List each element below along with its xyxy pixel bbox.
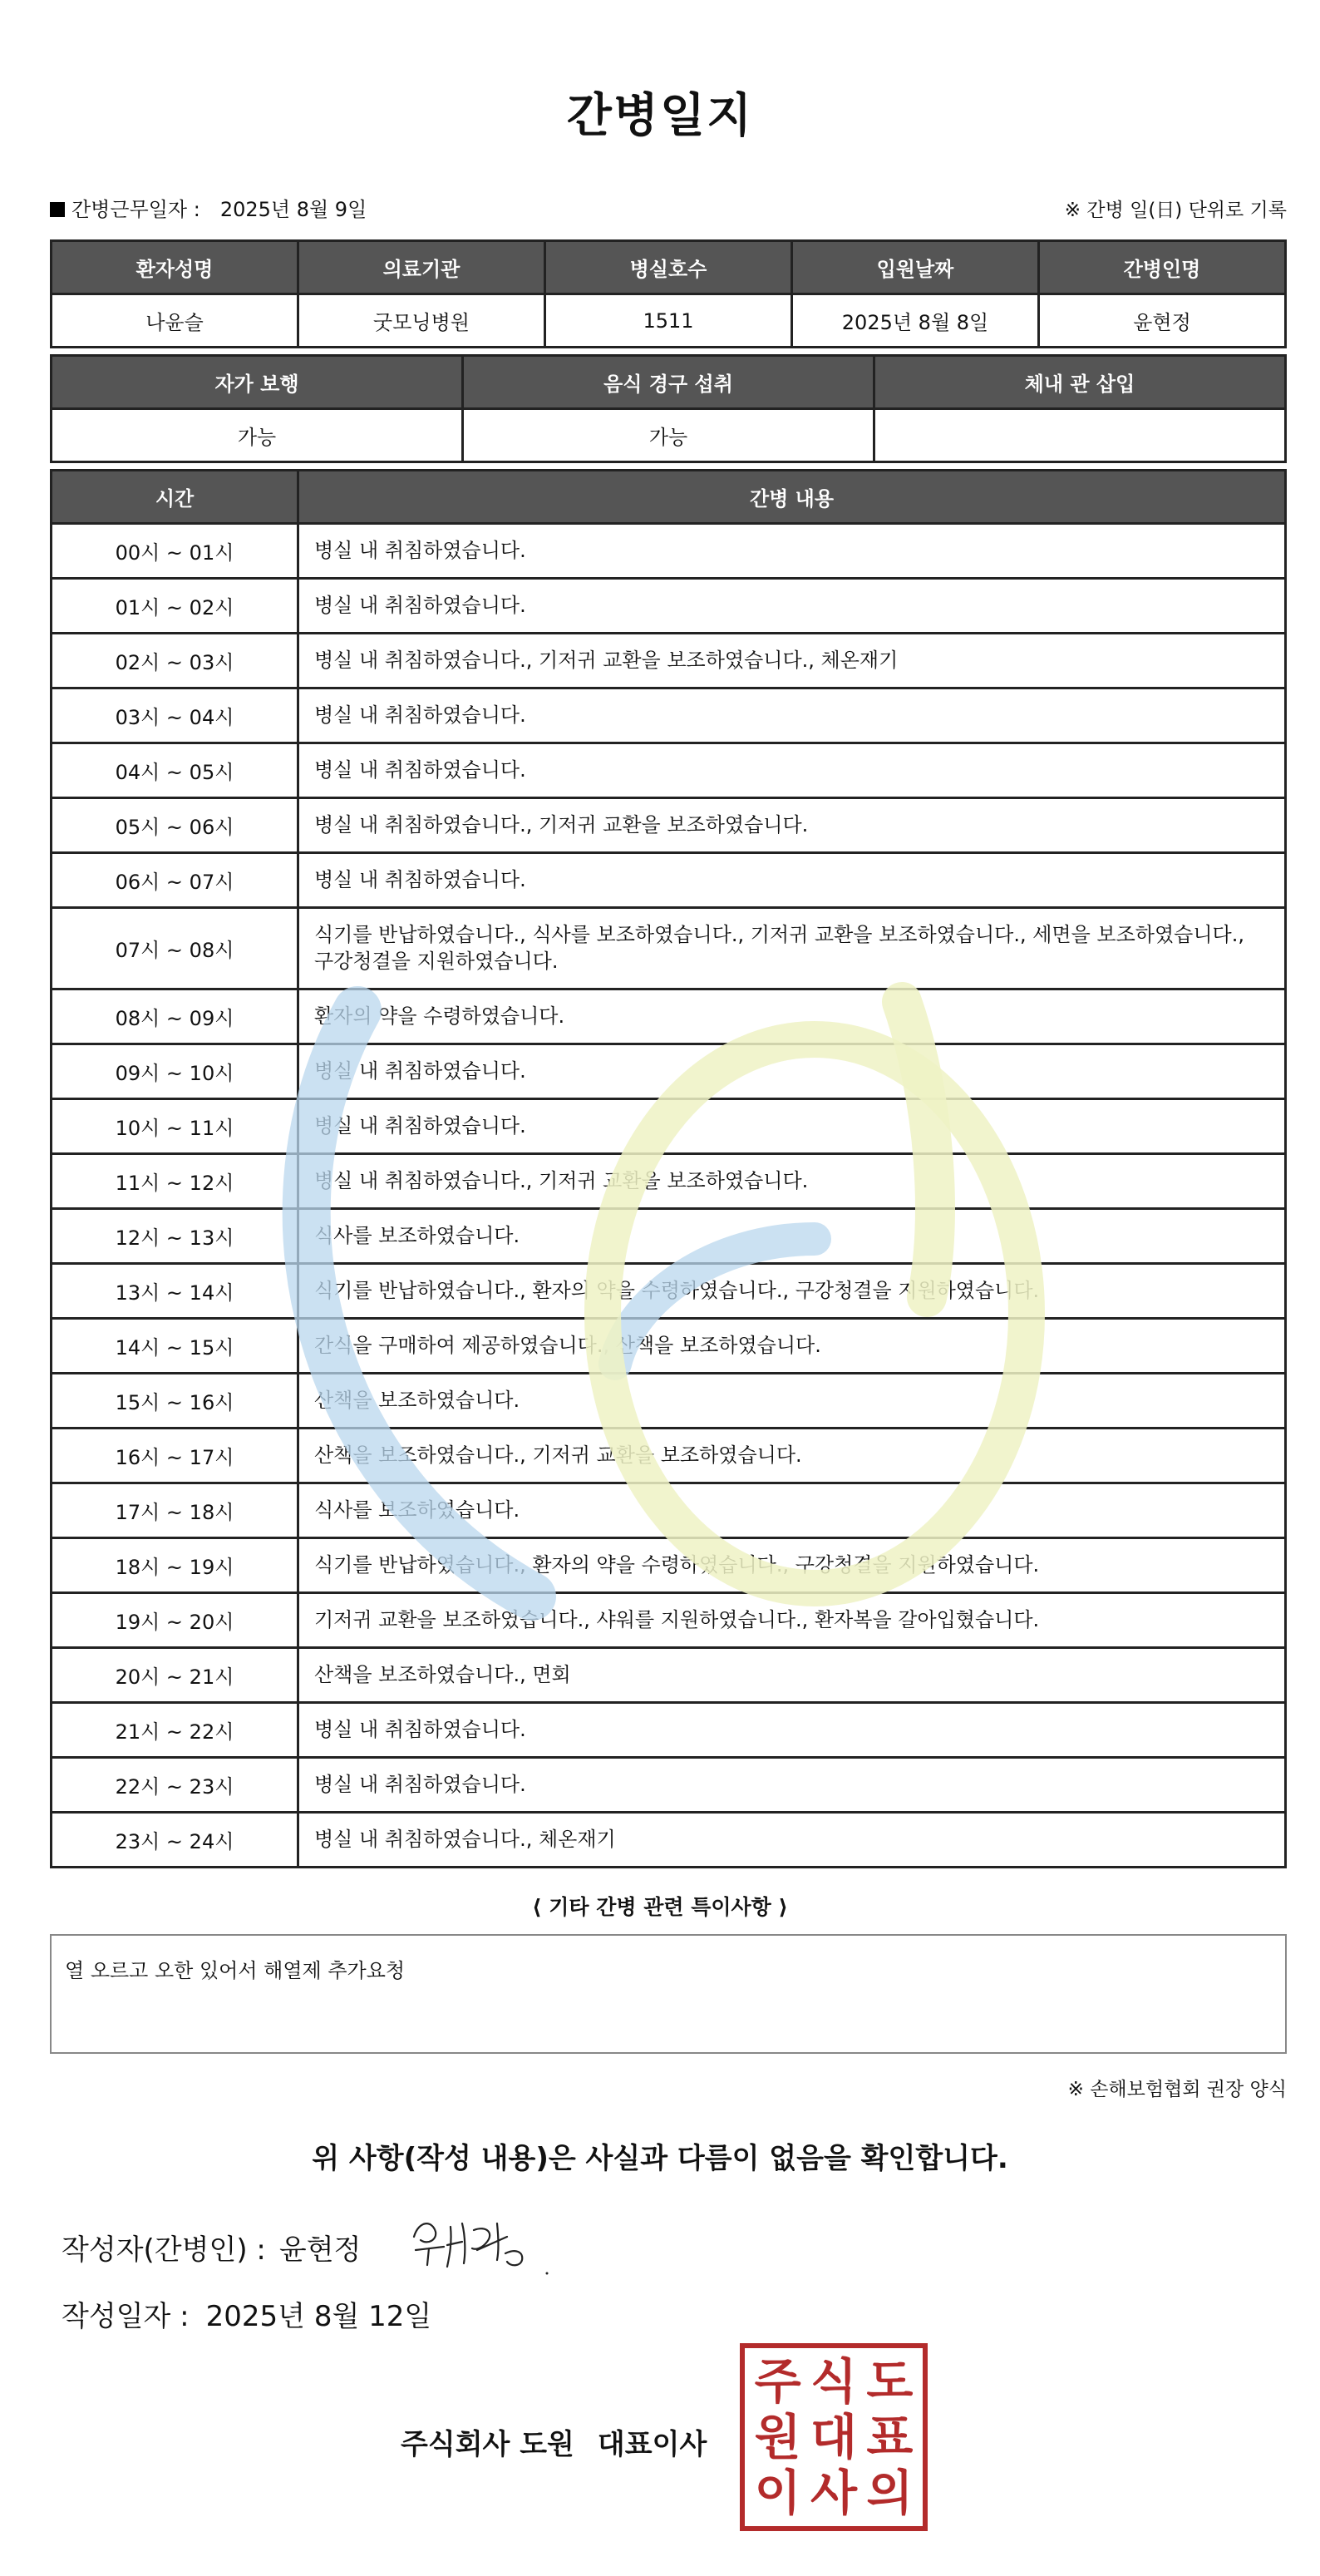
table-row (52, 1758, 1286, 1813)
time-cell: 04시 ~ 05시 (52, 743, 298, 798)
content-cell: 식기를 반납하였습니다., 환자의 약을 수령하였습니다., 구강청결을 지원하였습니다. (298, 1264, 1286, 1319)
table-row (52, 1813, 1286, 1868)
work-date-label: 간병근무일자 : (71, 198, 200, 221)
notes-title: ⟨ 기타 간병 관련 특이사항 ⟩ (532, 1895, 788, 1919)
content-cell: 병실 내 취침하였습니다. (298, 853, 1286, 908)
time-cell: 03시 ~ 04시 (52, 688, 298, 743)
content-cell: 병실 내 취침하였습니다. (298, 1703, 1286, 1758)
table-row (52, 1319, 1286, 1374)
time-cell: 07시 ~ 08시 (52, 908, 298, 989)
table-row (52, 409, 1286, 462)
header-cell: 간병인명 (1039, 241, 1286, 294)
header-cell: 병실호수 (545, 241, 792, 294)
content-cell: 병실 내 취침하였습니다. (298, 1099, 1286, 1154)
seal-char: 사 (810, 2465, 857, 2522)
content-cell: 산책을 보조하였습니다. (298, 1374, 1286, 1429)
content-cell: 병실 내 취침하였습니다. (298, 524, 1286, 579)
table-row (52, 989, 1286, 1044)
content-cell: 병실 내 취침하였습니다. (298, 579, 1286, 634)
time-cell: 05시 ~ 06시 (52, 798, 298, 853)
recommend-note: ※ 손해보험협회 권장 양식 (1067, 2079, 1287, 2100)
content-cell: 식기를 반납하였습니다., 식사를 보조하였습니다., 기저귀 교환을 보조하였습니다., 세면을 보조하였습니다., 구강청결을 지원하였습니다. (298, 908, 1286, 989)
time-cell: 02시 ~ 03시 (52, 634, 298, 688)
table-row (52, 1429, 1286, 1483)
table-header-row (52, 471, 1286, 524)
time-cell: 10시 ~ 11시 (52, 1099, 298, 1154)
notes-box: 열 오르고 오한 있어서 해열제 추가요청 (50, 1934, 1287, 2054)
room-number: 1511 (545, 294, 792, 348)
time-cell: 13시 ~ 14시 (52, 1264, 298, 1319)
work-date-value: 2025년 8월 9일 (219, 198, 367, 221)
company-name: 주식회사 도원 (401, 2428, 574, 2461)
time-cell: 17시 ~ 18시 (52, 1483, 298, 1538)
table-row (52, 294, 1286, 348)
time-cell: 15시 ~ 16시 (52, 1374, 298, 1429)
header-cell: 의료기관 (298, 241, 545, 294)
table-row (52, 1648, 1286, 1703)
time-cell: 18시 ~ 19시 (52, 1538, 298, 1593)
seal-char: 표 (866, 2408, 914, 2465)
table-header-row (52, 241, 1286, 294)
meta-row (50, 193, 1287, 226)
header-cell: 입원날짜 (792, 241, 1039, 294)
seal-char: 의 (866, 2465, 914, 2522)
writer-name: 윤현정 (278, 2233, 362, 2267)
table-row (52, 1154, 1286, 1209)
table-row (52, 1374, 1286, 1429)
time-cell: 11시 ~ 12시 (52, 1154, 298, 1209)
company-signature-line (401, 2421, 707, 2462)
table-row (52, 1044, 1286, 1099)
ability-table (50, 354, 1287, 463)
time-cell: 08시 ~ 09시 (52, 989, 298, 1044)
hospital-name: 굿모닝병원 (298, 294, 545, 348)
content-cell: 기저귀 교환을 보조하였습니다., 샤워를 지원하였습니다., 환자복을 갈아입혔습니다. (298, 1593, 1286, 1648)
header-cell: 음식 경구 섭취 (463, 356, 874, 409)
table-row (52, 1099, 1286, 1154)
content-cell: 병실 내 취침하였습니다., 기저귀 교환을 보조하였습니다. (298, 1154, 1286, 1209)
table-row (52, 524, 1286, 579)
content-cell: 병실 내 취침하였습니다., 기저귀 교환을 보조하였습니다. (298, 798, 1286, 853)
table-row (52, 853, 1286, 908)
content-cell: 병실 내 취침하였습니다., 체온재기 (298, 1813, 1286, 1868)
table-row (52, 798, 1286, 853)
content-cell: 식기를 반납하였습니다., 환자의 약을 수령하였습니다., 구강청결을 지원하였습니다. (298, 1538, 1286, 1593)
content-cell: 병실 내 취침하였습니다. (298, 1758, 1286, 1813)
seal-char: 원 (754, 2408, 801, 2465)
content-cell: 산책을 보조하였습니다., 면회 (298, 1648, 1286, 1703)
patient-name: 나윤슬 (52, 294, 298, 348)
table-row (52, 1209, 1286, 1264)
content-cell: 식사를 보조하였습니다. (298, 1483, 1286, 1538)
content-cell: 병실 내 취침하였습니다. (298, 688, 1286, 743)
seal-char: 식 (810, 2352, 857, 2410)
content-cell: 병실 내 취침하였습니다. (298, 743, 1286, 798)
header-cell: 체내 관 삽입 (874, 356, 1286, 409)
caregiver-name: 윤현정 (1039, 294, 1286, 348)
square-bullet-icon (50, 202, 65, 217)
company-title: 대표이사 (597, 2428, 707, 2461)
time-cell: 12시 ~ 13시 (52, 1209, 298, 1264)
time-cell: 09시 ~ 10시 (52, 1044, 298, 1099)
writer-label: 작성자(간병인) : (62, 2233, 266, 2267)
time-cell: 01시 ~ 02시 (52, 579, 298, 634)
confirmation-statement: 위 사항(작성 내용)은 사실과 다름이 없음을 확인합니다. (312, 2142, 1008, 2175)
handwritten-signature (407, 2212, 557, 2278)
seal-char: 이 (754, 2465, 801, 2522)
table-row (52, 1538, 1286, 1593)
page-title: 간병일지 (566, 89, 754, 143)
time-cell: 00시 ~ 01시 (52, 524, 298, 579)
admission-date: 2025년 8월 8일 (792, 294, 1039, 348)
written-date-label: 작성일자 : (62, 2300, 190, 2333)
table-header-row (52, 356, 1286, 409)
writer-line (62, 2227, 361, 2268)
time-cell: 20시 ~ 21시 (52, 1648, 298, 1703)
time-header: 시간 (52, 471, 298, 524)
written-date-line (62, 2293, 431, 2334)
table-row (52, 1264, 1286, 1319)
table-row (52, 579, 1286, 634)
table-row (52, 1483, 1286, 1538)
content-cell: 병실 내 취침하였습니다. (298, 1044, 1286, 1099)
content-cell: 환자의 약을 수령하였습니다. (298, 989, 1286, 1044)
oral-intake-value: 가능 (463, 409, 874, 462)
table-row (52, 634, 1286, 688)
seal-char: 도 (866, 2352, 914, 2410)
table-row (52, 743, 1286, 798)
content-cell: 간식을 구매하여 제공하였습니다., 산책을 보조하였습니다. (298, 1319, 1286, 1374)
time-cell: 22시 ~ 23시 (52, 1758, 298, 1813)
patient-info-table (50, 239, 1287, 348)
time-cell: 23시 ~ 24시 (52, 1813, 298, 1868)
content-header: 간병 내용 (298, 471, 1286, 524)
record-unit-note: ※ 간병 일(日) 단위로 기록 (1064, 200, 1287, 221)
table-row (52, 908, 1286, 989)
content-cell: 병실 내 취침하였습니다., 기저귀 교환을 보조하였습니다., 체온재기 (298, 634, 1286, 688)
header-cell: 환자성명 (52, 241, 298, 294)
care-log-table (50, 469, 1287, 1868)
time-cell: 14시 ~ 15시 (52, 1319, 298, 1374)
time-cell: 16시 ~ 17시 (52, 1429, 298, 1483)
content-cell: 식사를 보조하였습니다. (298, 1209, 1286, 1264)
time-cell: 21시 ~ 22시 (52, 1703, 298, 1758)
header-cell: 자가 보행 (52, 356, 463, 409)
self-walking-value: 가능 (52, 409, 463, 462)
table-row (52, 1703, 1286, 1758)
table-row (52, 688, 1286, 743)
table-row (52, 1593, 1286, 1648)
seal-char: 주 (754, 2352, 801, 2410)
time-cell: 06시 ~ 07시 (52, 853, 298, 908)
content-cell: 산책을 보조하였습니다., 기저귀 교환을 보조하였습니다. (298, 1429, 1286, 1483)
seal-char: 대 (810, 2408, 857, 2465)
tube-insertion-value (874, 409, 1286, 462)
time-cell: 19시 ~ 20시 (52, 1593, 298, 1648)
work-date (50, 193, 367, 222)
company-seal (740, 2343, 928, 2531)
written-date-value: 2025년 8월 12일 (205, 2300, 432, 2333)
